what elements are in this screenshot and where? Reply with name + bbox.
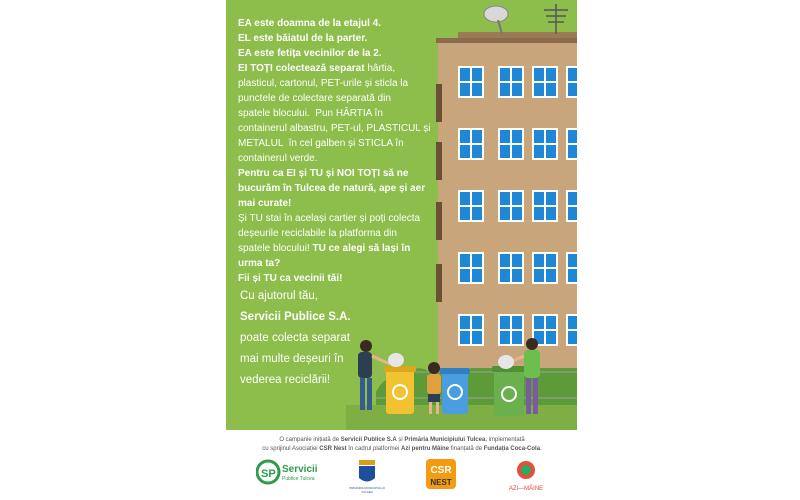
paragraph-line: Și TU stai în același cartier și poți colecta [238,213,421,224]
window-pane [460,269,470,282]
help-line: Cu ajutorul tău, [240,290,318,302]
window-pane [568,269,577,282]
credit-text: Fundația Coca-Cola [483,446,541,452]
window-pane [460,254,470,267]
window-pane [568,83,577,96]
credit-text: CSR Nest [319,446,347,452]
window-pane [500,192,510,205]
window-pane [534,254,544,267]
window-pane [500,316,510,329]
credit-text: , implementată [485,437,525,443]
csr-nest-logo [424,458,458,494]
sp-logo-sub: Publice Tulcea [282,476,315,482]
sp-logo-icon [256,458,320,494]
credit-text: Primăria Municipiului Tulcea [404,437,486,443]
credit-text: O campanie inițiată de [279,437,341,443]
window-pane [534,83,544,96]
azi-pentru-maine-icon [496,458,556,494]
window-pane [472,192,482,205]
window-pane [512,269,522,282]
partner-logos [226,458,577,498]
paragraph-line: containerul verde. [238,153,318,164]
help-line: vederea reciclării! [240,374,331,386]
window-pane [500,130,510,143]
window-pane [460,331,470,344]
window-pane [460,68,470,81]
paragraph-line: spatele blocului! [238,243,310,254]
window-pane [460,207,470,220]
window-pane [512,331,522,344]
window-pane [512,316,522,329]
window-pane [460,192,470,205]
paragraph-line: spatele blocului. Pun HÂRTIA în [238,108,383,119]
window-pane [546,331,556,344]
credit-text: în cadrul platformei [346,446,401,452]
credit-text: și [396,437,405,443]
paragraph-line: containerul albastru, PET-ul, PLASTICUL și [238,123,431,134]
window-pane [460,145,470,158]
window-pane [534,207,544,220]
window-pane [546,68,556,81]
window-pane [512,207,522,220]
paragraph-line: urma ta? [238,258,281,269]
window-pane [534,316,544,329]
servicii-publice-logo [256,458,320,494]
window-pane [460,316,470,329]
window-pane [568,192,577,205]
paragraph-line: EA este fetița vecinilor de la 2. [238,48,382,59]
help-line: poate colecta separat [240,332,350,344]
campaign-paragraph [238,16,443,286]
help-text [240,286,351,391]
credit-text: Azi pentru Mâine [401,446,450,452]
window-pane [568,331,577,344]
window-pane [546,145,556,158]
paragraph-line: EI TOȚI colectează separat [238,63,365,74]
window-pane [472,331,482,344]
window-pane [568,254,577,267]
credit-text: cu sprijinul Asociației [262,446,320,452]
window-pane [472,83,482,96]
window-pane [568,130,577,143]
sp-logo-short: SP [261,468,276,480]
window-pane [546,192,556,205]
paragraph-line: Fii și TU ca vecinii tăi! [238,273,343,284]
window-pane [500,331,510,344]
window-pane [534,68,544,81]
paragraph-line: Pentru ca EI și TU și NOI TOȚI să ne [238,168,409,179]
poster [226,0,577,500]
sp-logo-name: Servicii [282,464,318,475]
credit-text: . [540,446,542,452]
csr-logo-top: CSR [430,465,452,476]
csr-nest-icon [424,458,458,492]
window-pane [460,130,470,143]
window-pane [568,207,577,220]
window-pane [472,145,482,158]
window-pane [512,130,522,143]
paragraph-line: bucurăm în Tulcea de natură, ape și aer [238,183,426,194]
paragraph-line: METALUL în cel galben și STICLA în [238,138,404,149]
window-pane [568,145,577,158]
window-pane [512,254,522,267]
window-pane [472,269,482,282]
campaign-credit [240,436,564,454]
azi-pentru-maine-logo [496,458,556,494]
paragraph-line: plasticul, cartonul, PET-urile și sticla la [238,78,409,89]
window-pane [472,130,482,143]
primaria-tulcea-logo [346,458,388,494]
window-pane [546,254,556,267]
window-pane [512,192,522,205]
primaria-logo-text: PRIMĂRIA MUNICIPIULUI [349,486,385,490]
azi-logo-text: AZI—MÂINE [508,486,544,492]
paragraph-line: EL este băiatul de la parter. [238,33,368,44]
window-pane [546,269,556,282]
window-pane [546,316,556,329]
window-pane [472,68,482,81]
window-pane [546,207,556,220]
window-pane [546,130,556,143]
window-pane [534,269,544,282]
window-pane [460,83,470,96]
window-pane [472,254,482,267]
help-line: mai multe deșeuri în [240,353,344,365]
paragraph-line: TU ce alegi să lași în [309,243,411,254]
window-pane [500,207,510,220]
window-pane [500,145,510,158]
credit-text: Servicii Publice S.A [340,437,397,443]
paragraph-line: hârtia, [364,63,396,74]
window-pane [472,316,482,329]
window-pane [568,316,577,329]
window-pane [534,192,544,205]
coat-of-arms-icon [346,458,388,494]
window-pane [534,145,544,158]
window-pane [512,145,522,158]
paragraph-line: deșeurile reciclabile la platforma din [238,228,397,239]
help-line-company: Servicii Publice S.A. [240,311,351,323]
credit-text: finanțată de [449,446,484,452]
window-pane [500,83,510,96]
paragraph-line: mai curate! [238,198,292,209]
window-pane [568,68,577,81]
window-pane [512,83,522,96]
window-pane [500,269,510,282]
window-pane [500,254,510,267]
csr-logo-bottom: NEST [430,478,452,487]
window-pane [500,68,510,81]
window-pane [534,130,544,143]
paragraph-line: EA este doamna de la etajul 4. [238,18,382,29]
window-pane [512,68,522,81]
window-pane [472,207,482,220]
paragraph-line: punctele de colectare separată din [238,93,391,104]
primaria-logo-text: TULCEA [361,490,373,494]
window-pane [546,83,556,96]
